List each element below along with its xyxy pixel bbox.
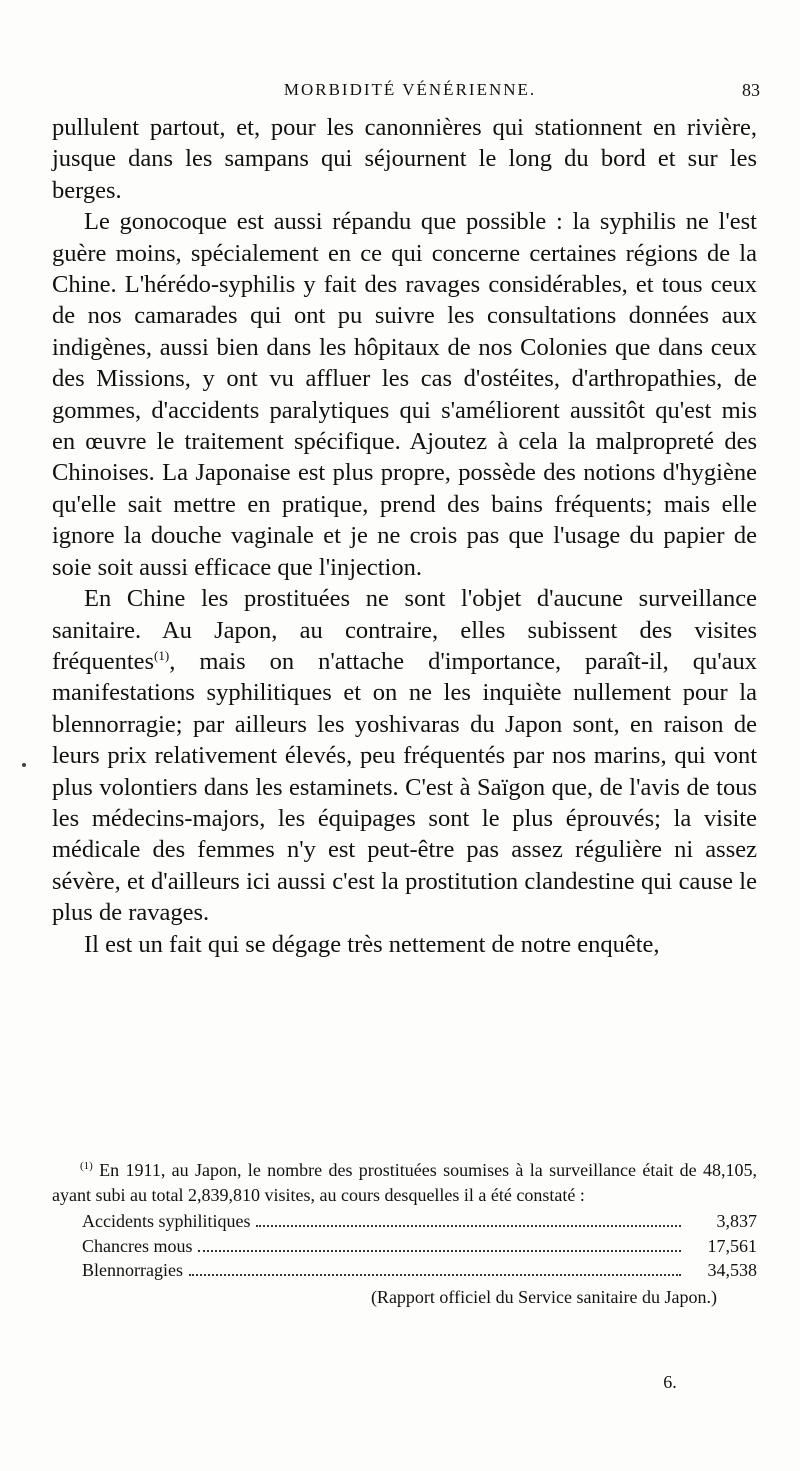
stat-value: 17,561 — [707, 1235, 757, 1256]
stat-row — [82, 1258, 757, 1283]
paragraph-prostitution — [52, 583, 757, 928]
stat-label: Chancres mous — [82, 1235, 193, 1256]
statistics-table — [52, 1209, 757, 1283]
paragraph-prostitution-end: , mais on n'attache d'importance, paraît-il, qu'aux manifestations syphilitiques et on ne les inquiète nullement pour la blennorragie; par ailleurs les yoshivaras du Japon sont, en raison de leurs prix relativement élevés, peu fréquentés par nos marins, qui vont plus volontiers dans les estaminets. C'est à Saïgon que, de l'avis de tous les médecins-majors, les équipages sont le plus éprouvés; la visite médicale des femmes n'y est peut-être pas assez régulière ni assez sévère, et d'ailleurs ici aussi c'est la prostitution clandestine qui cause le plus de ravages. — [52, 647, 757, 927]
paragraph-enquete: Il est un fait qui se dégage très nettement de notre enquête, — [84, 930, 660, 958]
footnote-reference[interactable]: (1) — [154, 647, 170, 663]
dot-leader — [256, 1225, 681, 1227]
stat-row — [82, 1234, 757, 1259]
signature-mark: 6. — [663, 1372, 677, 1392]
footnote-mark: (1) — [80, 1160, 93, 1172]
footnote-block — [52, 1158, 757, 1309]
stat-value: 34,538 — [707, 1260, 757, 1280]
paragraph-continuation: pullulent partout, et, pour les canonnières qui stationnent en rivière, jusque dans les sampans qui séjournent le long du bord et sur les berges. — [52, 114, 757, 204]
footnote-source: (Rapport officiel du Service sanitaire du Japon.) — [370, 1286, 717, 1307]
stat-label: Blennorragies — [82, 1260, 183, 1280]
margin-mark — [22, 763, 26, 767]
paragraph-prostitution-start: En Chine les prostituées ne sont l'objet d'aucune surveillance sanitaire. Au Japon, au contraire, elles subissent des visites fréquentes — [52, 585, 757, 675]
stat-value: 3,837 — [716, 1211, 757, 1231]
footnote-body: En 1911, au Japon, le nombre des prostituées soumises à la surveillance était de 48,105, ayant subi au total 2,839,810 visites, au cours desquelles il a été constaté : — [52, 1160, 758, 1205]
dot-leader — [189, 1274, 681, 1276]
dot-leader — [198, 1250, 681, 1252]
body-text — [52, 112, 757, 960]
footnote-text — [52, 1158, 757, 1207]
running-title: MORBIDITÉ VÉNÉRIENNE. — [283, 80, 537, 99]
page-number: 83 — [742, 80, 760, 100]
page-header — [50, 80, 770, 110]
stat-row — [82, 1209, 757, 1234]
paragraph-gonocoque: Le gonocoque est aussi répandu que possible : la syphilis ne l'est guère moins, spécialement en ce qui concerne certaines régions de la Chine. L'hérédo-syphilis y fait des ravages considérables, et tous ceux de nos camarades qui ont pu suivre les consultations données aux indigènes, aussi bien dans les hôpitaux de nos Colonies que dans ceux des Missions, y ont vu affluer les cas d'ostéites, d'arthropathies, de gommes, d'accidents paralytiques qui s'améliorent aussitôt qu'est mis en œuvre le traitement spécifique. Ajoutez à cela la malpropreté des Chinoises. La Japonaise est plus propre, possède des notions d'hygiène qu'elle sait mettre en pratique, prend des bains fréquents; mais elle ignore la douche vaginale et je ne crois pas que l'usage du papier de soie soit aussi efficace que l'injection. — [52, 208, 757, 581]
stat-label: Accidents syphilitiques — [82, 1211, 251, 1231]
